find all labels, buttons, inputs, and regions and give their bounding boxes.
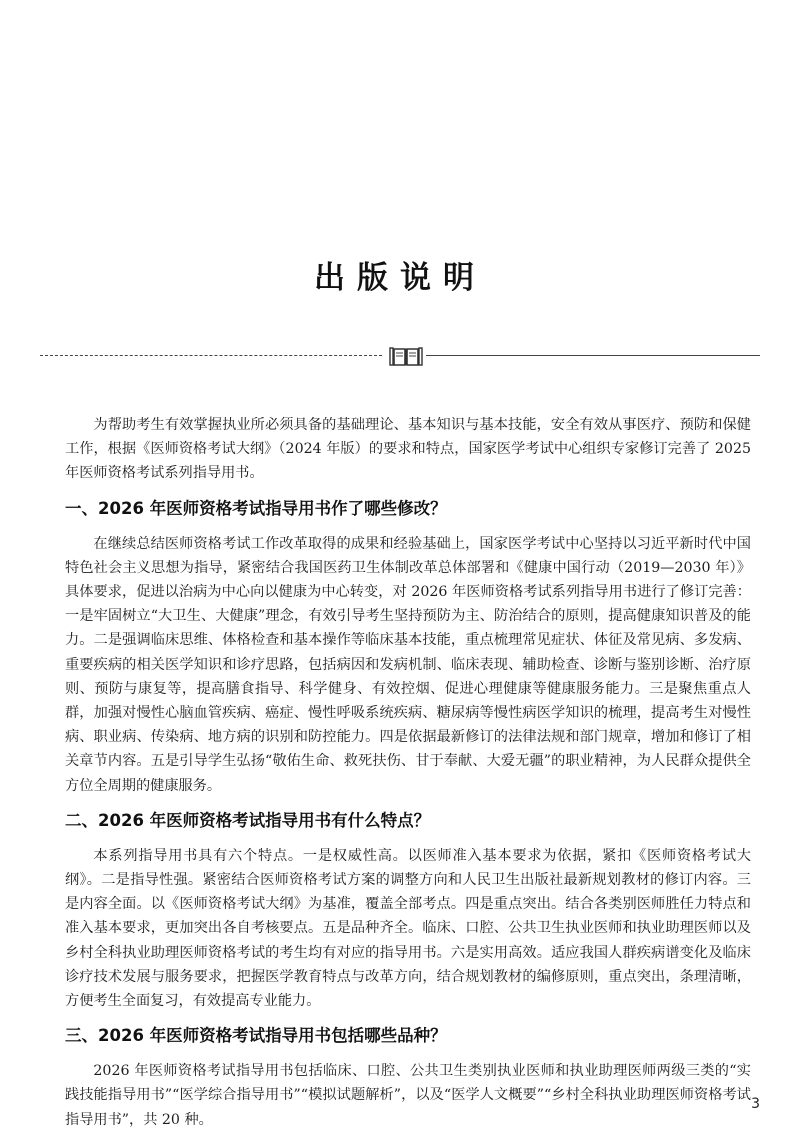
open-book-icon <box>388 344 424 368</box>
section-heading-1: 一、2026 年医师资格考试指导用书作了哪些修改？ <box>65 498 447 518</box>
section-heading-2: 二、2026 年医师资格考试指导用书有什么特点？ <box>65 810 431 830</box>
title-divider <box>40 343 760 369</box>
divider-dotted-line <box>40 355 382 356</box>
section-heading-3: 三、2026 年医师资格考试指导用书包括哪些品种？ <box>65 1026 447 1046</box>
section-body-2: 本系列指导用书具有六个特点。一是权威性高。以医师准入基本要求为依据，紧扣《医师资格考试大纲》。二是指导性强。紧密结合医师资格考试方案的调整方向和人民卫生出版社最新规划教材的修订内容。三是内容全面。以《医师资格考试大纲》为基准，覆盖全部考点。四是重点突出。结合各类别医师胜任力特点和准入基本要求，更加突出各自考核要点。五是品种齐全。临床、口腔、公共卫生执业医师和执业助理医师以及乡村全科执业助理医师资格考试的考生均有对应的指导用书。六是实用高效。适应我国人群疾病谱变化及临床诊疗技术发展与服务要求，把握医学教育特点与改革方向，结合规划教材的编修原则，重点突出，条理清晰，方便考生全面复习，有效提高专业能力。 <box>65 847 751 1010</box>
document-body <box>65 413 751 1132</box>
page-number: 3 <box>751 1096 760 1112</box>
section-body-3: 2026 年医师资格考试指导用书包括临床、口腔、公共卫生类别执业医师和执业助理医师两级三类的“实践技能指导用书”“医学综合指导用书”“模拟试题解析”，以及“医学人文概要”“乡村全科执业助理医师资格考试指导用书”，共 20 种。 <box>65 1063 751 1128</box>
divider-solid-line <box>426 355 760 356</box>
intro-paragraph: 为帮助考生有效掌握执业所必须具备的基础理论、基本知识与基本技能，安全有效从事医疗、预防和保健工作，根据《医师资格考试大纲》（2024 年版）的要求和特点，国家医学考试中心组织专家修订完善了 2025 年医师资格考试系列指导用书。 <box>65 417 751 482</box>
section-body-1: 在继续总结医师资格考试工作改革取得的成果和经验基础上，国家医学考试中心坚持以习近平新时代中国特色社会主义思想为指导，紧密结合我国医药卫生体制改革总体部署和《健康中国行动（2019—2030 年）》具体要求，促进以治病为中心向以健康为中心转变，对 2026 年医师资格考试系列指导用书进行了修订完善：一是牢固树立“大卫生、大健康”理念，有效引导考生坚持预防为主、防治结合的原则，提高健康知识普及的能力。二是强调临床思维、体格检查和基本操作等临床基本技能，重点梳理常见症状、体征及常见病、多发病、重要疾病的相关医学知识和诊疗思路，包括病因和发病机制、临床表现、辅助检查、诊断与鉴别诊断、治疗原则、预防与康复等，提高膳食指导、科学健身、有效控烟、促进心理健康等健康服务能力。三是聚焦重点人群，加强对慢性心脑血管疾病、癌症、慢性呼吸系统疾病、糖尿病等慢性病医学知识的梳理，提高考生对慢性病、职业病、传染病、地方病的识别和防控能力。四是依据最新修订的法律法规和部门规章，增加和修订了相关章节内容。五是引导学生弘扬“敬佑生命、救死扶伤、甘于奉献、大爱无疆”的职业精神，为人民群众提供全方位全周期的健康服务。 <box>65 535 751 794</box>
page-title: 出版说明 <box>314 260 486 296</box>
